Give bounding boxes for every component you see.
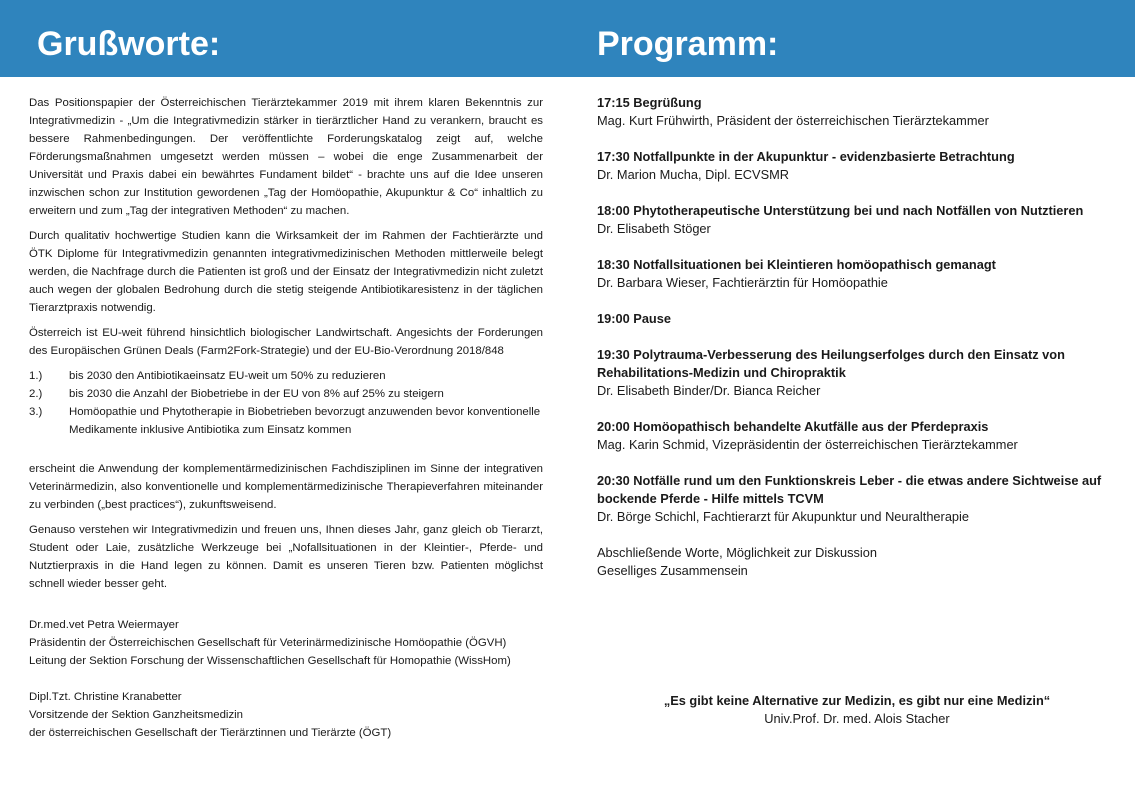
- program-item-title: 20:00 Homöopathisch behandelte Akutfälle aus der Pferdepraxis: [597, 419, 989, 434]
- program-item: [597, 94, 1117, 130]
- list-item: [29, 403, 543, 439]
- list-text: bis 2030 die Anzahl der Biobetriebe in der EU von 8% auf 25% zu steigern: [69, 388, 444, 400]
- quote-author: Univ.Prof. Dr. med. Alois Stacher: [764, 711, 950, 726]
- program-item: [597, 346, 1117, 400]
- program-item-speaker: Mag. Karin Schmid, Vizepräsidentin der österreichischen Tierärztekammer: [597, 437, 1018, 452]
- program-item-title: 18:30 Notfallsituationen bei Kleintieren homöopathisch gemanagt: [597, 257, 996, 272]
- list-text: Homöopathie und Phytotherapie in Biobetrieben bevorzugt anzuwenden bevor konventionelle Medikamente inklusive Antibiotika zum Einsatz kommen: [69, 406, 541, 436]
- program-item-title: 19:30 Polytrauma-Verbesserung des Heilungserfolges durch den Einsatz von Rehabilitations-Medizin und Chiropraktik: [597, 347, 1065, 380]
- greeting-paragraph: Das Positionspapier der Österreichischen Tierärztekammer 2019 mit ihrem klaren Bekenntnis zur Integrativmedizin - „Um die Integrativmedizin stärker in tierärztlicher Hand zu verankern, braucht es bessere Rahmenbedingungen. Der veröffentlichte Forderungskatalog zeigt auf, welche Förderungsmaßnahmen umgesetzt werden müssen – wobei die enge Zusammenarbeit der Universität und Praxis dabei ein bewährtes Fundament bildet“ - brachte uns auf die Idee unseren inzwischen schon zur Institution gewordenen „Tag der Homöopathie, Akupunktur & Co“ inhaltlich zu erweitern und zum „Tag der integrativen Methoden“ zu machen.: [29, 97, 543, 217]
- greeting-paragraph: Durch qualitativ hochwertige Studien kann die Wirksamkeit der im Rahmen der Fachtierärzte und ÖTK Diplome für Integrativmedizin genannten integrativmedizinischen Methoden mittlerweile belegt werden, die Nachfrage durch die Patienten ist groß und der Einsatz der Integrativmedizin nicht zuletzt auch wegen der globalen Bedrohung durch die stetig steigende Antibiotikaresistenz in der täglichen Tierarztpraxis notwendig.: [29, 230, 543, 314]
- program-item: [597, 418, 1117, 454]
- program-item: [597, 202, 1117, 238]
- quote-text: „Es gibt keine Alternative zur Medizin, es gibt nur eine Medizin“: [663, 693, 1051, 708]
- signature-role: Vorsitzende der Sektion Ganzheitsmedizin: [29, 709, 244, 721]
- list-number: 1.): [29, 370, 43, 382]
- program-item-speaker: Dr. Elisabeth Stöger: [597, 221, 711, 236]
- program-item-title: 20:30 Notfälle rund um den Funktionskreis Leber - die etwas andere Sichtweise auf bockende Pferde - Hilfe mittels TCVM: [597, 473, 1102, 506]
- signature-role: Leitung der Sektion Forschung der Wissenschaftlichen Gesellschaft für Homopathie (WissHom): [29, 655, 511, 667]
- program-column: [597, 94, 1117, 580]
- closing-line: Abschließende Worte, Möglichkeit zur Diskussion: [597, 545, 877, 560]
- list-item: [29, 385, 543, 403]
- list-item: [29, 367, 543, 385]
- greetings-column: [29, 94, 543, 742]
- program-item: [597, 256, 1117, 292]
- signature-role: der österreichischen Gesellschaft der Tierärztinnen und Tierärzte (ÖGT): [29, 727, 392, 739]
- program-item-pause: [597, 310, 1117, 328]
- program-item: [597, 148, 1117, 184]
- greeting-paragraph: Österreich ist EU-weit führend hinsichtlich biologischer Landwirtschaft. Angesichts der Forderungen des Europäischen Grünen Deals (Farm2Fork-Strategie) und der EU-Bio-Verordnung 2018/848: [29, 327, 543, 357]
- greeting-paragraph: erscheint die Anwendung der komplementärmedizinischen Fachdisziplinen im Sinne der integrativen Veterinärmedizin, also konventionelle und komplementärmedizinische Therapieverfahren miteinander zu verbinden („best practices“), zukunftsweisend.: [29, 463, 543, 511]
- program-heading: Programm:: [597, 25, 779, 63]
- program-item-speaker: Dr. Marion Mucha, Dipl. ECVSMR: [597, 167, 790, 182]
- list-text: bis 2030 den Antibiotikaeinsatz EU-weit um 50% zu reduzieren: [69, 370, 386, 382]
- signature-block: [29, 616, 543, 670]
- closing-line: Geselliges Zusammensein: [597, 563, 748, 578]
- program-item-title: 18:00 Phytotherapeutische Unterstützung bei und nach Notfällen von Nutztieren: [597, 203, 1084, 218]
- signature-block: [29, 688, 543, 742]
- program-item-title: 19:00 Pause: [597, 311, 671, 326]
- signature-name: Dipl.Tzt. Christine Kranabetter: [29, 691, 182, 703]
- program-item: [597, 472, 1117, 526]
- program-item-speaker: Dr. Barbara Wieser, Fachtierärztin für Homöopathie: [597, 275, 888, 290]
- list-number: 3.): [29, 406, 43, 418]
- program-item-title: 17:30 Notfallpunkte in der Akupunktur - evidenzbasierte Betrachtung: [597, 149, 1015, 164]
- program-closing: [597, 544, 1117, 580]
- greeting-paragraph: Genauso verstehen wir Integrativmedizin und freuen uns, Ihnen dieses Jahr, ganz gleich ob Tierarzt, Student oder Laie, zusätzliche Werkzeuge bei „Nofallsituationen in der Kleintier-, Pferde- und Nutztierpraxis in die Hand legen zu können. Damit es unseren Tieren bzw. Patienten möglichst schnell wieder besser geht.: [29, 524, 543, 590]
- goals-list: [29, 367, 543, 439]
- greetings-heading: Grußworte:: [37, 25, 221, 63]
- program-item-speaker: Mag. Kurt Frühwirth, Präsident der österreichischen Tierärztekammer: [597, 113, 989, 128]
- list-number: 2.): [29, 388, 43, 400]
- program-item-speaker: Dr. Börge Schichl, Fachtierarzt für Akupunktur und Neuraltherapie: [597, 509, 970, 524]
- program-item-speaker: Dr. Elisabeth Binder/Dr. Bianca Reicher: [597, 383, 821, 398]
- quote-block: [597, 692, 1117, 728]
- program-item-title: 17:15 Begrüßung: [597, 95, 702, 110]
- signature-role: Präsidentin der Österreichischen Gesellschaft für Veterinärmedizinische Homöopathie (ÖGVH): [29, 637, 507, 649]
- signature-name: Dr.med.vet Petra Weiermayer: [29, 619, 179, 631]
